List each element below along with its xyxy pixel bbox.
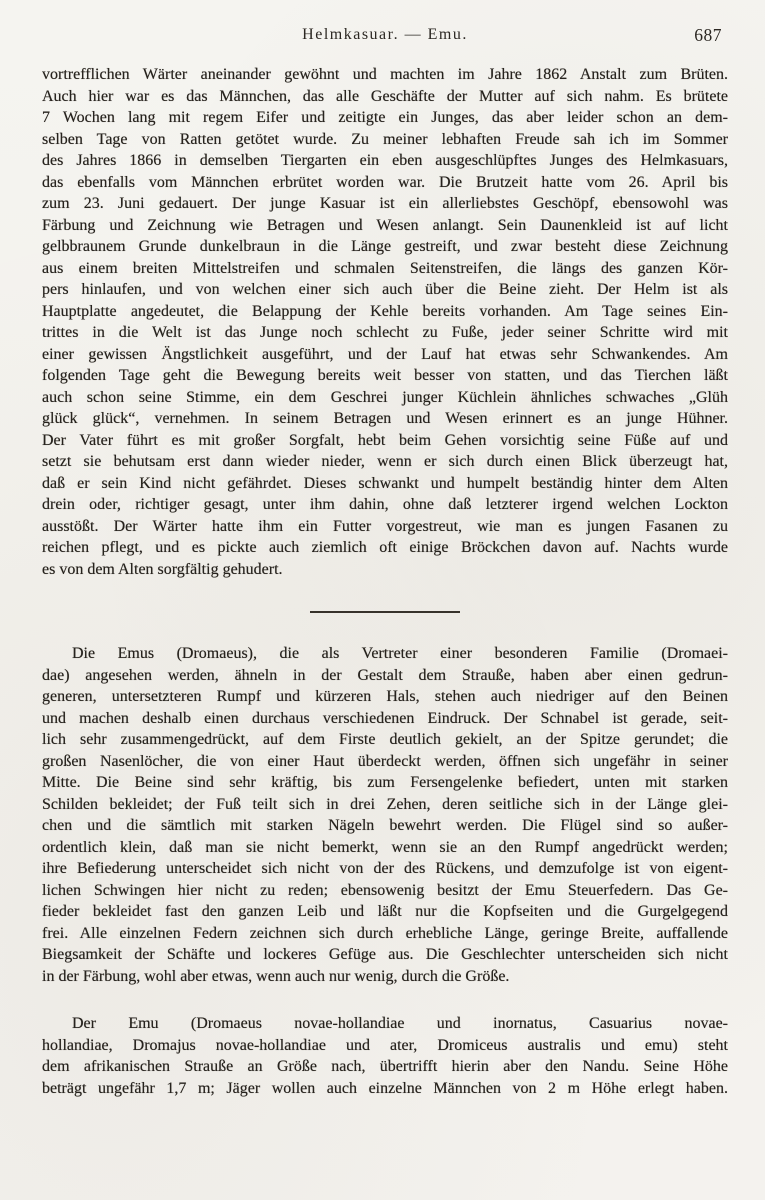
text-line: frei. Alle einzelnen Federn zeichnen sich durch erhebliche Länge, geringe Breite, auffallende <box>42 924 728 942</box>
text-line: aus einem breiten Mittelstreifen und schmalen Seitenstreifen, die längs des ganzen Kör- <box>42 259 728 277</box>
running-head-title: Helmkasuar. — Emu. <box>302 26 468 43</box>
text-line: des Jahres 1866 in demselben Tiergarten ein eben ausgeschlüpftes Junges des Helmkasuars, <box>42 152 728 169</box>
text-line: vortrefflichen Wärter aneinander gewöhnt und machten im Jahre 1862 Anstalt zum Brüten. <box>42 66 728 83</box>
text-line: beträgt ungefähr 1,7 m; Jäger wollen auch einzelne Männchen von 2 m Höhe erlegt haben. <box>42 1079 728 1097</box>
text-line: Biegsamkeit der Schäfte und lockeres Gefüge aus. Die Geschlechter unterscheiden sich nicht <box>42 946 728 963</box>
text-line: dem afrikanischen Strauße an Größe nach, übertrifft hierin aber den Nandu. Seine Höhe <box>42 1058 728 1075</box>
text-line: lichen Schwingen hier nicht zu reden; ebensowenig besitzt der Emu Steuerfedern. Das Ge- <box>42 881 728 899</box>
text-line: glück glück“, vernehmen. In seinem Betragen und Wesen erinnert es an junge Hühner. <box>42 410 728 427</box>
text-line: ihre Befiederung unterscheidet sich nicht von der des Rückens, und demzufolge ist von eigent- <box>42 860 728 877</box>
text-line: chen und die sämtlich mit starken Nägeln bewehrt werden. Die Flügel sind so außer- <box>42 817 728 834</box>
text-line: trittes in die Welt ist das Junge noch schlecht zu Fuße, jeder seiner Schritte wird mit <box>42 324 728 341</box>
text-line: Der Vater führt es mit großer Sorgfalt, hebt beim Gehen vorsichtig seine Füße auf und <box>42 431 728 449</box>
text-line: ordentlich klein, daß man sie nicht bemerkt, wenn sie an den Rumpf angedrückt werden; <box>42 838 728 856</box>
text-line: auch schon seine Stimme, ein dem Geschrei junger Küchlein ähnliches schwaches „Glüh <box>42 388 728 406</box>
paragraph-emu-species <box>42 1013 728 1099</box>
text-line: 7 Wochen lang mit regem Eifer und zeitigte ein Junges, das aber leider schon an dem- <box>42 109 728 126</box>
page-number: 687 <box>694 25 722 45</box>
text-line: einer gewissen Ängstlichkeit ausgeführt, und der Lauf hat etwas sehr Schwankendes. Am <box>42 345 728 363</box>
text-line: großen Nasenlöcher, die von einer Haut überdeckt werden, öffnen sich ungefähr in seiner <box>42 752 728 770</box>
text-line: Schilden bekleidet; der Fuß teilt sich in drei Zehen, deren seitliche sich in der Länge glei- <box>42 795 728 813</box>
text-line: Mitte. Die Beine sind sehr kräftig, bis zum Fersengelenke befiedert, unten mit starken <box>42 774 728 791</box>
paragraph-emu-description <box>42 643 728 987</box>
running-head <box>42 26 728 48</box>
text-line: es von dem Alten sorgfältig gehudert. <box>42 560 283 578</box>
text-line: selben Tage von Ratten getötet wurde. Zu meiner lebhaften Freude sah ich im Sommer <box>42 130 728 148</box>
text-line: das ebenfalls vom Männchen erbrütet worden war. Die Brutzeit hatte vom 26. April bis <box>42 173 728 191</box>
text-line: folgenden Tage geht die Bewegung bereits weit besser von statten, und das Tierchen läßt <box>42 367 728 384</box>
text-line: Der Emu (Dromaeus novae-hollandiae und inornatus, Casuarius novae- <box>72 1015 728 1032</box>
text-line: Die Emus (Dromaeus), die als Vertreter einer besonderen Familie (Dromaei- <box>72 645 728 662</box>
text-line: und machen deshalb einen durchaus verschiedenen Eindruck. Der Schnabel ist gerade, seit- <box>42 709 728 727</box>
text-line: zum 23. Juni gedauert. Der junge Kasuar ist ein allerliebstes Geschöpf, ebensowohl was <box>42 195 728 212</box>
text-line: drein oder, richtiger gesagt, unter ihm dahin, ohne daß letzterer irgend welchen Lockton <box>42 496 728 513</box>
paragraph-cassowary <box>42 64 728 580</box>
section-divider-rule <box>310 611 460 613</box>
text-line: in der Färbung, wohl aber etwas, wenn auch nur wenig, durch die Größe. <box>42 967 510 985</box>
text-line: ausstößt. Der Wärter hatte ihm ein Futter vorgestreut, wie man es jungen Fasanen zu <box>42 517 728 535</box>
text-line: fieder bekleidet fast den ganzen Leib und läßt nur die Kopfseiten und die Gurgelgegend <box>42 903 728 920</box>
text-line: Hauptplatte angedeutet, die Belappung der Kehle bereits vorhanden. Am Tage seines Ein- <box>42 302 728 320</box>
text-line: hollandiae, Dromajus novae-hollandiae und ater, Dromiceus australis und emu) steht <box>42 1036 728 1054</box>
text-block <box>42 64 728 1099</box>
text-line: dae) angesehen werden, ähneln in der Gestalt dem Strauße, haben aber einen gedrun- <box>42 666 728 684</box>
text-line: lich sehr zusammengedrückt, auf dem Firste deutlich gekielt, an der Spitze gerundet; die <box>42 731 728 748</box>
text-line: Auch hier war es das Männchen, das alle Geschäfte der Mutter auf sich nahm. Es brütete <box>42 87 728 105</box>
text-line: setzt sie behutsam erst dann wieder nieder, wenn er sich durch einen Blick überzeugt hat, <box>42 453 728 470</box>
text-line: pers hinlaufen, und von welchen einer sich auch über die Beine zieht. Der Helm ist als <box>42 281 728 298</box>
text-line: generen, untersetzteren Rumpf und kürzeren Hals, stehen auch niedriger auf den Beinen <box>42 688 728 705</box>
text-line: reichen pflegt, und es pickte auch ziemlich oft einige Bröckchen davon auf. Nachts wurde <box>42 539 728 556</box>
text-line: gelbbraunem Grunde dunkelbraun in die Länge gestreift, und zwar besteht diese Zeichnung <box>42 238 728 255</box>
text-line: daß er sein Kind nicht gefährdet. Dieses schwankt und humpelt beständig hinter dem Alten <box>42 474 728 492</box>
text-line: Färbung und Zeichnung wie Betragen und Wesen anlangt. Sein Daunenkleid ist auf licht <box>42 216 728 234</box>
